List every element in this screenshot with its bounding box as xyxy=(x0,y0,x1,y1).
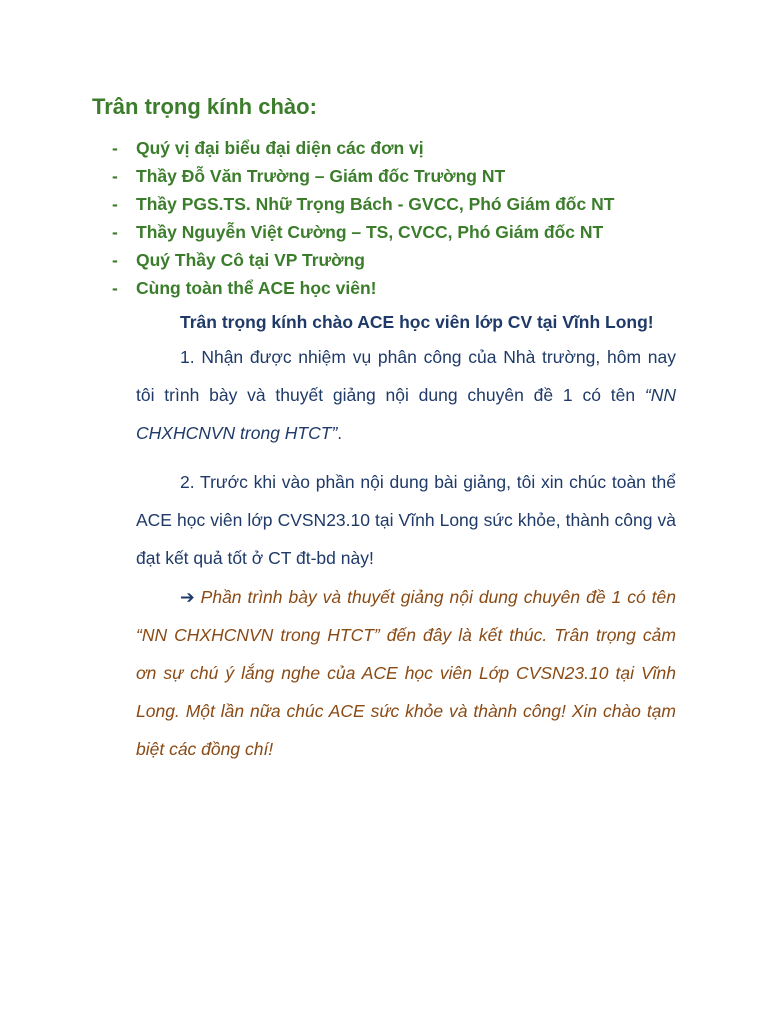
topic-title: “NN CHXHCNVN trong HTCT” xyxy=(136,385,676,443)
list-item: - Thầy Đỗ Văn Trường – Giám đốc Trường NT xyxy=(112,166,506,186)
paragraph-wishes: 2. Trước khi vào phần nội dung bài giảng, tôi xin chúc toàn thể ACE học viên lớp CVSN23.10 tại Vĩnh Long sức khỏe, thành công và đạt kết quả tốt ở CT đt-bd này! xyxy=(136,472,676,568)
paragraph-closing: ➔ Phần trình bày và thuyết giảng nội dung chuyên đề 1 có tên “NN CHXHCNVN trong HTCT” đến đây là kết thúc. Trân trọng cảm ơn sự chú ý lắng nghe của ACE học viên Lớp CVSN23.10 tại Vĩnh Long. Một lần nữa chúc ACE sức khỏe và thành công! Xin chào tạm biệt các đồng chí! xyxy=(136,587,676,759)
list-item: - Thầy Nguyễn Việt Cường – TS, CVCC, Phó Giám đốc NT xyxy=(112,222,604,242)
greeting-heading: Trân trọng kính chào: xyxy=(92,94,317,119)
list-item: - Thầy PGS.TS. Nhữ Trọng Bách - GVCC, Phó Giám đốc NT xyxy=(112,194,615,214)
list-item: - Cùng toàn thể ACE học viên! xyxy=(112,278,377,298)
arrow-right-icon: ➔ xyxy=(180,587,195,607)
paragraph-assignment: 1. Nhận được nhiệm vụ phân công của Nhà trường, hôm nay tôi trình bày và thuyết giảng nội dung chuyên đề 1 có tên “NN CHXHCNVN trong HTCT”. xyxy=(136,347,676,443)
greeting-list xyxy=(112,136,614,304)
list-item: - Quý Thầy Cô tại VP Trường xyxy=(112,250,365,270)
class-greeting-subheading: Trân trọng kính chào ACE học viên lớp CV tại Vĩnh Long! xyxy=(180,312,654,332)
list-item: - Quý vị đại biểu đại diện các đơn vị xyxy=(112,138,424,158)
